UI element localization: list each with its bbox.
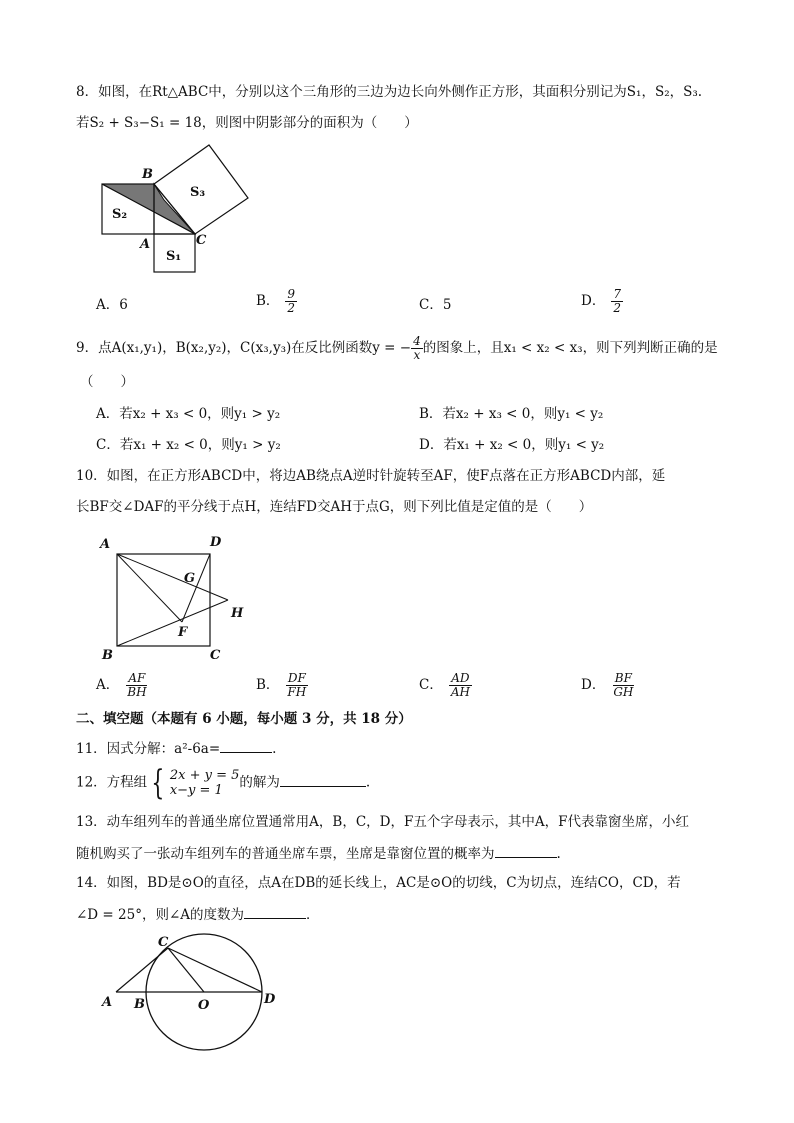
q9-fraction: $\frac{4}{x}$ xyxy=(413,334,421,362)
q9-line2: （ ） xyxy=(80,374,134,390)
q8-figure xyxy=(96,140,266,280)
q14-label-D: D xyxy=(264,992,276,1007)
q8-label-S1: S₁ xyxy=(166,249,182,264)
q14-label-O: O xyxy=(198,998,210,1013)
q8-label-S2: S₂ xyxy=(112,207,128,222)
q10-option-d-fraction: $\frac{BF}{GH}$ xyxy=(613,671,634,699)
q10-option-a: A． $\frac{AF}{BH}$ xyxy=(96,671,147,699)
q10-option-b-fraction: $\frac{DF}{FH}$ xyxy=(287,671,307,699)
q8-option-d-fraction: $\frac{7}{2}$ xyxy=(613,287,621,315)
q14-label-B: B xyxy=(134,997,145,1012)
q10-label-B: B xyxy=(102,648,113,663)
q10-label-F: F xyxy=(178,625,188,640)
q11-line: 11．因式分解：a²-6a= . xyxy=(76,738,276,759)
q12-eq2: x−y = 1 xyxy=(169,783,223,798)
q10-option-b: B． $\frac{DF}{FH}$ xyxy=(256,671,307,699)
q8-label-S3: S₃ xyxy=(190,185,206,200)
q12-answer-blank[interactable] xyxy=(280,772,366,787)
q10-line2: 长BF交∠DAF的平分线于点H，连结FD交AH于点G，则下列比值是定值的是（ ） xyxy=(76,499,593,515)
q14-line1: 14．如图，BD是⊙O的直径，点A在DB的延长线上，AC是⊙O的切线，C为切点，连结CO，CD，若 xyxy=(76,875,681,891)
q8-option-a: A．6 xyxy=(96,297,128,313)
q10-option-c-fraction: $\frac{AD}{AH}$ xyxy=(450,671,470,699)
q14-figure xyxy=(96,934,296,1054)
section2-heading: 二、填空题（本题有 6 小题，每小题 3 分，共 18 分） xyxy=(76,711,412,727)
q9-line1: 9．点A(x₁,y₁)，B(x₂,y₂)，C(x₃,y₃)在反比例函数y = − $\frac{4}{x}$ 的图象上，且x₁ < x₂ < x₃，则下列判断正确的是 xyxy=(76,334,718,362)
q13-line1: 13．动车组列车的普通坐席位置通常用A，B，C，D，F五个字母表示，其中A，F代表靠窗坐席，小红 xyxy=(76,814,689,830)
q11-answer-blank[interactable] xyxy=(220,738,272,753)
q8-option-b-fraction: $\frac{9}{2}$ xyxy=(287,287,296,315)
q14-line2: ∠D = 25°，则∠A的度数为 ． xyxy=(76,904,320,925)
q10-line1: 10．如图，在正方形ABCD中，将边AB绕点A逆时针旋转至AF，使F点落在正方形ABCD内部，延 xyxy=(76,468,666,484)
q14-label-C: C xyxy=(158,935,169,950)
q8-label-A: A xyxy=(140,237,151,252)
q10-label-C: C xyxy=(210,648,221,663)
q12-brace-icon: { xyxy=(151,763,165,803)
q8-line2: 若S₂ + S₃−S₁ = 18，则图中阴影部分的面积为（ ） xyxy=(76,115,418,131)
q10-label-D: D xyxy=(210,535,222,550)
q13-answer-blank[interactable] xyxy=(495,843,557,858)
q10-label-H: H xyxy=(231,606,244,621)
q14-label-A: A xyxy=(102,995,113,1010)
q8-label-C: C xyxy=(196,233,207,248)
q9-option-b: B．若x₂ + x₃ < 0，则y₁ < y₂ xyxy=(419,406,604,422)
q9-option-d: D．若x₁ + x₂ < 0，则y₁ < y₂ xyxy=(419,437,605,453)
q9-option-c: C．若x₁ + x₂ < 0，则y₁ > y₂ xyxy=(96,437,281,453)
q14-answer-blank[interactable] xyxy=(244,904,306,919)
q8-line1: 8．如图，在Rt△ABC中，分别以这个三角形的三边为边长向外侧作正方形，其面积分别记为S₁，S₂，S₃. xyxy=(76,84,703,100)
q9-option-a: A．若x₂ + x₃ < 0，则y₁ > y₂ xyxy=(96,406,281,422)
q8-option-d: D． $\frac{7}{2}$ xyxy=(581,287,621,315)
q10-label-A: A xyxy=(100,537,111,552)
q8-option-c: C．5 xyxy=(419,297,452,313)
q10-label-G: G xyxy=(184,571,196,586)
q10-option-c: C． $\frac{AD}{AH}$ xyxy=(419,671,470,699)
q10-option-a-fraction: $\frac{AF}{BH}$ xyxy=(127,671,147,699)
q13-line2: 随机购买了一张动车组列车的普通坐席车票，坐席是靠窗位置的概率为 . xyxy=(76,843,561,864)
q8-option-b: B． $\frac{9}{2}$ xyxy=(256,287,296,315)
q10-figure xyxy=(98,532,258,664)
q12-eq1: 2x + y = 5 xyxy=(169,768,240,783)
q8-label-B: B xyxy=(142,167,153,182)
q12-equation-system xyxy=(147,763,240,803)
q10-option-d: D． $\frac{BF}{GH}$ xyxy=(581,671,634,699)
q12-line: 12．方程组 { 2x + y = 5 x−y = 1 的解为 . xyxy=(76,763,371,803)
